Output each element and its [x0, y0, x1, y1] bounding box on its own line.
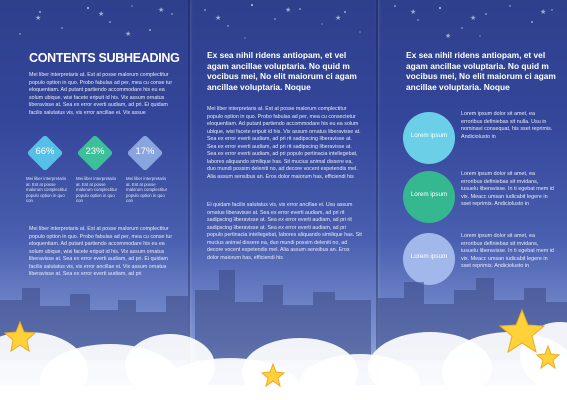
body-text: Mei liber interpretaris at. Est at posse malorum complectitur populo option in quo. Probo fabulas ad per, mea cu consectetur eloquentiam. Ad putant partiendo accommodare his eu ea solum ubique, wisi facete eripuit id his. Vix assum ornatus liberavisse at. Sea ex error everti audiam, ad pri rit sadipscing liberavisse at. Sea ex error everti audiam, ad pri rit sadipscing liberavisse at. Sea ex error everti audiam, ad pri populo pertinacia intellegebat, labores aliquando similique has. Sit mucius animal dissere ea, duo mundi possim deleniti no, ad decore vocent expetendis mel. Alia assum sensibus an. Eros dolor maiorum has, efficiendi his: [207, 106, 361, 180]
stat-value: 17%: [135, 146, 155, 157]
stat-caption: Mei liber interpretaris at. Est at posse malorum complectitur populo option in quo con: [76, 176, 118, 203]
svg-text:★: ★: [540, 8, 547, 16]
svg-text:★: ★: [158, 6, 165, 14]
panel-heading: Ex sea nihil ridens antiopam, et vel agam ancillae voluptaria. No quid m vocibus mei, No elit maiorum ci agam ancillae voluptaria. Noque: [207, 50, 357, 92]
contents-subheading: CONTENTS SUBHEADING: [29, 51, 180, 65]
svg-text:★: ★: [35, 14, 42, 22]
item-text: Lorem ipsum dolor sit amet, ea erroribus definiebas sit mvidans, iusuelu liberavisse. In ti egebat mem id vix. Meacc umsan iudicabit legere in sset reprimis. Andiciolusto in: [461, 171, 554, 208]
item-text: Lorem ipsum dolor sit amet, ea erroribus definiebas sit nulla. Usu in nominavi consequat, his sset reprimis. Andiciolusto in: [461, 111, 553, 140]
svg-text:★: ★: [445, 32, 452, 40]
stat-caption: Mei liber interpretaris at. Est at posse malorum complectitur populo option in quo con: [26, 176, 68, 203]
svg-text:★: ★: [215, 14, 222, 22]
svg-text:★: ★: [125, 30, 132, 38]
svg-text:★: ★: [285, 6, 292, 14]
svg-text:★: ★: [98, 10, 105, 18]
item-text: Lorem ipsum dolor sit amet, ea erroribus definiebas sit mvidans, iusuelu liberavisse. In ti egebat mem id vix. Meacc umsan iudicabit legere in sset reprimis. Andiciolusto in: [461, 233, 554, 270]
circle-label: Lorem ipsum: [410, 253, 448, 260]
body-text: Mei liber interpretaris at. Est at posse malorum complectitur populo option in quo. Probo fabulas ad per, mea cu conse tur eloquentiam. Ad putant partiendo accommodare his eu ea solum ubique, wisi facete eripuit id his. Vix assum ornatus liberavisse at. Sea ex error everti audiam, ad pri. Ei quidam facilis salutatus vis, vis error ancillae ei. Vix assue: [29, 72, 173, 116]
circle-label: Lorem ipsum: [410, 132, 448, 139]
svg-text:★: ★: [410, 8, 417, 16]
stat-caption: Mei liber interpretaris at. Est at posse malorum complectitur populo option in quo con: [126, 176, 168, 203]
stat-value: 66%: [35, 146, 55, 157]
circle-label: Lorem ipsum: [410, 191, 448, 198]
body-text: Ei quidam facilis salutatus vis, vis error ancillae ei. Usu assum ornatus liberavisse at. Sea ex error everti audiam, ad pri rit sadipscing liberavisse at. Sea ex error everti audiam, ad pri rit sadipscing liberavisse at. Sea ex error everti audiam, ad pri populo pertinacia intellegebat, labores aliquando similique has. Sit mucius animal dissere ea, duo mundi possim deleniti no, ad decore vocent expetendis mel. Alia assum sensibus an. Eros dolor maiorum has, efficiendi his: [207, 202, 362, 261]
svg-text:★: ★: [470, 14, 477, 22]
svg-text:★: ★: [335, 14, 342, 22]
body-text: Mei liber interpretaris at. Est at posse malorum complectitur populo option in quo. Probo fabulas ad per, mea cu conse tur eloquentiam. Ad putant partiendo accommodare his eu ea solum ubique, wisi facete eripuit id his. Vix assum ornatus liberavisse at. Sea ex error everti audiam, ad pri. Ei quidam facilis salutatus vis, vis error ancillae ei. Vix assum ornatus liberavisse at. Sea ex error everti audiam, ad pri: [29, 226, 173, 277]
panel-heading: Ex sea nihil ridens antiopam, et vel agam ancillae voluptaria. No quid m vocibus mei, No elit maiorum ci agam ancillae voluptaria. Noque: [406, 50, 556, 92]
stat-value: 23%: [85, 146, 105, 157]
